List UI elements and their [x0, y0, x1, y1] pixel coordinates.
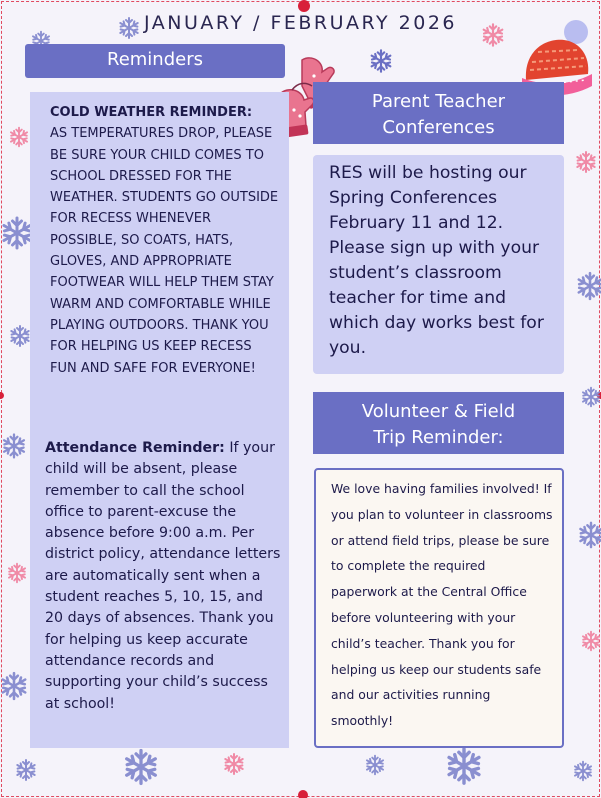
conferences-panel: [313, 155, 564, 374]
page-title: JANUARY / FEBRUARY 2026: [143, 12, 458, 34]
attendance-text: If your child will be absent, please remember to call the school office to parent-excuse the absence before 9:00 a.m. Per district policy, attendance letters are automatically sent when a student reaches 5, 10, 15, and 20 days of absences. Thank you for helping us keep accurate attendance records and supporting your child’s success at school!: [45, 440, 281, 712]
snowflake-icon: [6, 124, 32, 150]
volunteer-header-line2: Trip Reminder:: [373, 427, 504, 448]
snowflake-icon: [12, 756, 40, 784]
snowflake-icon: [0, 430, 30, 462]
volunteer-header-line1: Volunteer & Field: [361, 401, 516, 422]
snowflake-icon: [578, 628, 601, 654]
volunteer-text: We love having families involved! If you plan to volunteer in classrooms or attend field trips, please be sure to complete the required paperwork at the Central Office before volunteering with your child’s teacher. Thank you for helping us keep our students safe and our activities running smoothly!: [331, 481, 553, 729]
conferences-header: [313, 82, 564, 144]
volunteer-panel: [314, 468, 564, 748]
snowflake-icon: [220, 750, 248, 778]
reminders-header: Reminders: [25, 44, 285, 78]
cold-weather-text: AS TEMPERATURES DROP, PLEASE BE SURE YOUR CHILD COMES TO SCHOOL DRESSED FOR THE WEATHER. STUDENTS GO OUTSIDE FOR RECESS WHENEVER POSSIBLE, SO COATS, HATS, GLOVES, AND APPROPRIATE FOOTWEAR WILL HELP THEM STAY WARM AND COMFORTABLE WHILE PLAYING OUTDOORS. THANK YOU FOR HELPING US KEEP RECESS FUN AND SAFE FOR EVERYONE!: [50, 126, 279, 376]
snowflake-icon: [570, 758, 596, 784]
snowflake-icon: [572, 268, 601, 304]
cold-weather-reminder: [50, 102, 282, 379]
snowflake-icon: [366, 46, 396, 76]
attendance-reminder: [45, 438, 285, 715]
volunteer-header: [313, 392, 564, 454]
snowflake-icon: [362, 752, 388, 778]
snowflake-icon: [574, 518, 601, 552]
bottom-handle: [298, 790, 308, 798]
cold-weather-label: COLD WEATHER REMINDER:: [50, 105, 253, 120]
conferences-header-line1: Parent Teacher: [371, 91, 506, 112]
attendance-label: Attendance Reminder:: [45, 440, 225, 456]
reminders-panel: [30, 92, 289, 748]
conferences-text: RES will be hosting our Spring Conferences February 11 and 12. Please sign up with your student’s classroom teacher for time and which day works best for you.: [329, 163, 544, 358]
snowflake-icon: [440, 742, 488, 790]
top-handle: [298, 0, 310, 12]
conferences-header-line2: Conferences: [382, 117, 495, 138]
snowflake-icon: [4, 560, 30, 586]
snowflake-icon: [0, 668, 32, 704]
snowflake-icon: [578, 384, 601, 410]
snowflake-icon: [118, 744, 164, 790]
snowflake-icon: [572, 148, 600, 176]
